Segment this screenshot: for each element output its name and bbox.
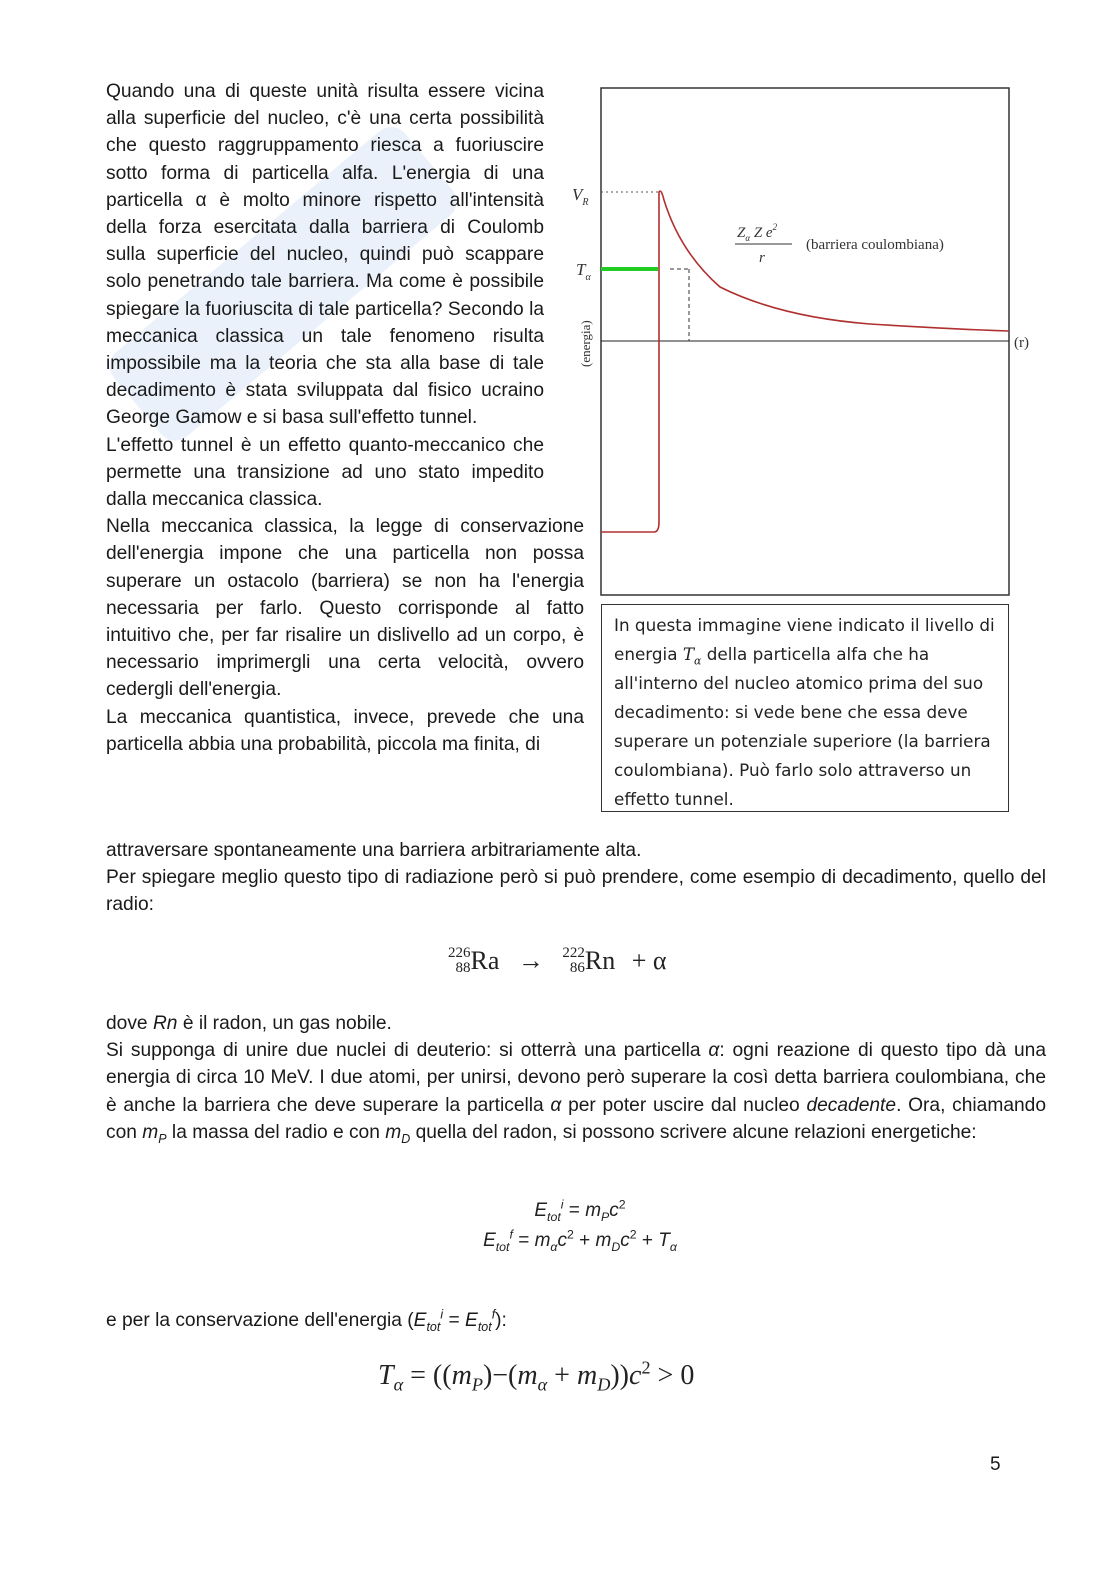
- paragraph-tunnel-effect: L'effetto tunnel è un effetto quanto-meccanico che permette una transizione ad uno stato impedito dalla meccanica classica.: [106, 434, 544, 511]
- caption-text-2: della particella alfa che ha all'interno del nucleo atomico prima del suo decadimento: si vede bene che essa deve superare un potenziale superiore (la barriera coulombiana). Può farlo solo attraverso un effetto tunnel.: [614, 644, 991, 809]
- caption-text-1: In questa immagine viene indicato il livello di energia: [614, 615, 995, 664]
- rn-symbol: Rn: [584, 946, 616, 976]
- energy-eq-initial-rendered: $E_{tot}^i = m_Pc^2$: [534, 1197, 626, 1224]
- formula-numerator: $Z_\alpha$ Z $e^2$: [737, 222, 778, 243]
- paragraph-radio-intro: Per spiegare meglio questo tipo di radiazione però si può prendere, come esempio di decadimento, quello del radio:: [106, 867, 1046, 916]
- wide-paragraphs: [106, 837, 1046, 919]
- formula-denominator: r: [759, 250, 765, 266]
- final-equation-rendered: $T_\alpha = ((m_P)-(m_\alpha + m_D))c^2 > 0$: [378, 1357, 695, 1395]
- final-equation: [378, 1357, 695, 1395]
- t-label: $T_\alpha$: [576, 260, 591, 283]
- ra-symbol: Ra: [470, 946, 500, 976]
- paragraph-classical-mechanics: Nella meccanica classica, la legge di conservazione dell'energia impone che una particella non possa superare un ostacolo (barriera) se non ha l'energia necessaria per farlo. Questo corrisponde al fatto intuitivo che, per far risalire un dislivello ad un corpo, è necessario imprimergli una certa velocità, ovvero cedergli dell'energia.: [106, 516, 584, 701]
- ra-mass-number: 226: [448, 945, 471, 962]
- rn-atomic-number: 86: [569, 960, 585, 977]
- rn-mass-number: 222: [562, 945, 585, 962]
- caption-t: T: [682, 644, 695, 664]
- barrier-label: (barriera coulombiana): [806, 237, 944, 253]
- ra-atomic-number: 88: [455, 960, 471, 977]
- after-decay-text: [106, 1010, 1046, 1146]
- conservation-text: e per la conservazione dell'energia $(E_{tot}^i = E_{tot}^f)$:: [106, 1307, 507, 1334]
- vr-label: $V_R$: [572, 185, 589, 208]
- paragraph-radon: dove Rn è il radon, un gas nobile.: [106, 1013, 392, 1034]
- plus-alpha: + α: [631, 946, 667, 976]
- decay-equation: [448, 944, 667, 976]
- energy-equations: [440, 1196, 720, 1256]
- paragraph-quantum-mechanics: La meccanica quantistica, invece, prevede che una particella abbia una probabilità, piccola ma finita, di: [106, 706, 584, 755]
- paragraph-alpha-emission: Quando una di queste unità risulta essere vicina alla superficie del nucleo, c'è una certa possibilità che questo raggruppamento riesca a fuoriuscire sotto forma di particella alfa. L'energia di una particella α è molto minore rispetto all'intensità della forza esercitata dalla barriera di Coulomb sulla superficie del nucleo, quindi può scappare solo penetrando tale barriera. Ma come è possibile spiegare la fuoriuscita di tale particella? Secondo la meccanica classica un tale fenomeno risulta impossibile ma la teoria che sta alla base di tale decadimento è stata sviluppata dal fisico ucraino George Gamow e si basa sull'effetto tunnel.: [106, 81, 544, 429]
- potential-barrier-figure: [570, 82, 1040, 602]
- potential-barrier-plot: [570, 82, 1040, 602]
- decay-arrow: →: [517, 946, 544, 976]
- x-axis-label: (r): [1014, 335, 1029, 351]
- energy-eq-final-rendered: $E_{tot}^f = m_\alpha c^2 + m_Dc^2 + T_\alpha$: [483, 1227, 677, 1254]
- page-number: 5: [990, 1454, 1001, 1475]
- paragraph-deuterium: Si supponga di unire due nuclei di deuterio: si otterrà una particella α: ogni reazione di questo tipo dà una energia di circa 10 MeV. I due atomi, per unirsi, devono però superare la così detta barriera coulombiana, che è anche la barriera che deve superare la particella α per poter uscire dal nucleo decadente. Ora, chiamando con $m_P$ la massa del radio e con $m_D$ quella del radon, si possono scrivere alcune relazioni energetiche:: [106, 1040, 1046, 1146]
- energy-eq-initial: [440, 1196, 720, 1226]
- energy-eq-final: [440, 1226, 720, 1256]
- paragraph-continuation: attraversare spontaneamente una barriera arbitrariamente alta.: [106, 840, 642, 861]
- figure-caption: [601, 604, 1009, 812]
- y-axis-label: (energia): [578, 320, 593, 367]
- caption-t-sub: α: [694, 654, 702, 668]
